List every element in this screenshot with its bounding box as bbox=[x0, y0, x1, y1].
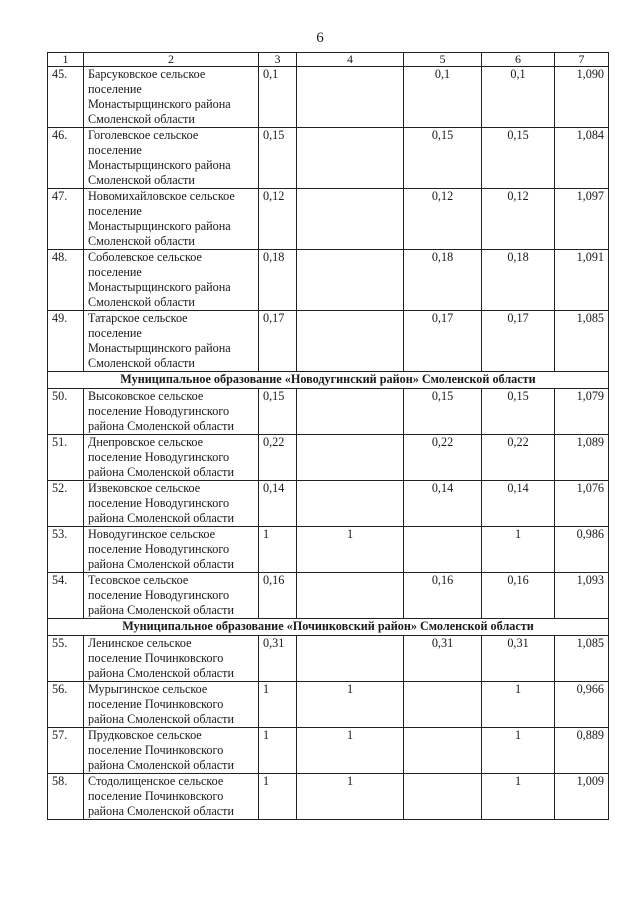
table-row bbox=[48, 389, 609, 435]
table-row bbox=[48, 311, 609, 372]
column-number: 7 bbox=[555, 53, 609, 67]
row-number: 50. bbox=[48, 389, 84, 435]
value-c6: 1 bbox=[482, 527, 555, 573]
value-c4 bbox=[297, 128, 404, 189]
table-row bbox=[48, 189, 609, 250]
settlement-name bbox=[84, 573, 259, 619]
settlement-name-line: поселение Новодугинского bbox=[88, 450, 230, 464]
table-row bbox=[48, 67, 609, 128]
section-heading-row bbox=[48, 372, 609, 389]
table-row bbox=[48, 636, 609, 682]
value-c5: 0,17 bbox=[404, 311, 482, 372]
table-row bbox=[48, 728, 609, 774]
row-number: 49. bbox=[48, 311, 84, 372]
value-c4: 1 bbox=[297, 728, 404, 774]
value-c6: 0,22 bbox=[482, 435, 555, 481]
table-row bbox=[48, 573, 609, 619]
value-c3: 0,14 bbox=[259, 481, 297, 527]
table-row bbox=[48, 481, 609, 527]
settlement-name-line: поселение bbox=[88, 82, 142, 96]
table-body bbox=[48, 53, 609, 820]
value-c3: 1 bbox=[259, 728, 297, 774]
settlement-name bbox=[84, 189, 259, 250]
settlement-name-line: Монастырщинского района bbox=[88, 341, 231, 355]
value-c5 bbox=[404, 682, 482, 728]
settlement-name-line: Монастырщинского района bbox=[88, 97, 231, 111]
settlement-name-line: Ленинское сельское bbox=[88, 636, 192, 650]
section-heading: Муниципальное образование «Новодугинский район» Смоленской области bbox=[48, 372, 609, 389]
settlement-name-line: района Смоленской области bbox=[88, 419, 234, 433]
value-c6: 0,1 bbox=[482, 67, 555, 128]
settlement-name-line: Смоленской области bbox=[88, 173, 195, 187]
value-c3: 1 bbox=[259, 682, 297, 728]
value-c5: 0,1 bbox=[404, 67, 482, 128]
value-c5: 0,31 bbox=[404, 636, 482, 682]
row-number: 47. bbox=[48, 189, 84, 250]
value-c4 bbox=[297, 573, 404, 619]
value-c3: 0,18 bbox=[259, 250, 297, 311]
value-c3: 0,16 bbox=[259, 573, 297, 619]
settlement-name-line: Прудковское сельское bbox=[88, 728, 202, 742]
value-c6: 0,15 bbox=[482, 128, 555, 189]
settlement-name-line: Соболевское сельское bbox=[88, 250, 202, 264]
settlement-name-line: Смоленской области bbox=[88, 234, 195, 248]
value-c5: 0,15 bbox=[404, 128, 482, 189]
settlement-name bbox=[84, 774, 259, 820]
value-c6: 0,31 bbox=[482, 636, 555, 682]
row-number: 52. bbox=[48, 481, 84, 527]
value-c7: 1,097 bbox=[555, 189, 609, 250]
settlement-name bbox=[84, 435, 259, 481]
settlement-name-line: Монастырщинского района bbox=[88, 158, 231, 172]
value-c3: 0,15 bbox=[259, 389, 297, 435]
settlement-name-line: поселение bbox=[88, 326, 142, 340]
value-c6: 1 bbox=[482, 682, 555, 728]
value-c7: 1,090 bbox=[555, 67, 609, 128]
settlement-name-line: Днепровское сельское bbox=[88, 435, 204, 449]
settlement-name-line: поселение Починковского bbox=[88, 651, 224, 665]
settlement-name-line: района Смоленской области bbox=[88, 557, 234, 571]
settlement-name-line: поселение Починковского bbox=[88, 789, 224, 803]
data-table bbox=[47, 52, 609, 820]
table-row bbox=[48, 435, 609, 481]
value-c7: 0,966 bbox=[555, 682, 609, 728]
column-number: 4 bbox=[297, 53, 404, 67]
row-number: 55. bbox=[48, 636, 84, 682]
value-c6: 1 bbox=[482, 774, 555, 820]
value-c6: 0,12 bbox=[482, 189, 555, 250]
value-c3: 0,12 bbox=[259, 189, 297, 250]
settlement-name-line: Барсуковское сельское bbox=[88, 67, 206, 81]
column-number: 5 bbox=[404, 53, 482, 67]
settlement-name bbox=[84, 311, 259, 372]
settlement-name bbox=[84, 389, 259, 435]
value-c4 bbox=[297, 67, 404, 128]
value-c4 bbox=[297, 311, 404, 372]
value-c4 bbox=[297, 389, 404, 435]
settlement-name-line: Стодолищенское сельское bbox=[88, 774, 224, 788]
settlement-name-line: поселение Починковского bbox=[88, 743, 224, 757]
table-row bbox=[48, 527, 609, 573]
value-c6: 0,15 bbox=[482, 389, 555, 435]
value-c4: 1 bbox=[297, 527, 404, 573]
value-c7: 1,093 bbox=[555, 573, 609, 619]
value-c5 bbox=[404, 728, 482, 774]
value-c6: 0,14 bbox=[482, 481, 555, 527]
row-number: 57. bbox=[48, 728, 84, 774]
value-c7: 1,084 bbox=[555, 128, 609, 189]
settlement-name-line: поселение Починковского bbox=[88, 697, 224, 711]
value-c4: 1 bbox=[297, 682, 404, 728]
settlement-name-line: поселение Новодугинского bbox=[88, 588, 230, 602]
settlement-name-line: Смоленской области bbox=[88, 112, 195, 126]
settlement-name-line: района Смоленской области bbox=[88, 712, 234, 726]
settlement-name-line: района Смоленской области bbox=[88, 804, 234, 818]
row-number: 51. bbox=[48, 435, 84, 481]
value-c7: 1,091 bbox=[555, 250, 609, 311]
value-c5: 0,15 bbox=[404, 389, 482, 435]
settlement-name-line: поселение Новодугинского bbox=[88, 542, 230, 556]
settlement-name-line: Новодугинское сельское bbox=[88, 527, 216, 541]
value-c7: 1,085 bbox=[555, 311, 609, 372]
settlement-name bbox=[84, 481, 259, 527]
value-c7: 1,079 bbox=[555, 389, 609, 435]
column-number: 2 bbox=[84, 53, 259, 67]
table-row bbox=[48, 774, 609, 820]
value-c5: 0,12 bbox=[404, 189, 482, 250]
value-c4 bbox=[297, 435, 404, 481]
settlement-name-line: района Смоленской области bbox=[88, 465, 234, 479]
settlement-name bbox=[84, 250, 259, 311]
value-c3: 1 bbox=[259, 774, 297, 820]
settlement-name-line: Смоленской области bbox=[88, 295, 195, 309]
value-c5: 0,18 bbox=[404, 250, 482, 311]
settlement-name-line: Татарское сельское bbox=[88, 311, 188, 325]
table-row bbox=[48, 250, 609, 311]
value-c3: 0,31 bbox=[259, 636, 297, 682]
settlement-name-line: Гоголевское сельское bbox=[88, 128, 199, 142]
value-c6: 0,16 bbox=[482, 573, 555, 619]
value-c3: 0,17 bbox=[259, 311, 297, 372]
value-c7: 0,889 bbox=[555, 728, 609, 774]
settlement-name-line: поселение Новодугинского bbox=[88, 496, 230, 510]
value-c7: 1,076 bbox=[555, 481, 609, 527]
value-c4 bbox=[297, 250, 404, 311]
row-number: 48. bbox=[48, 250, 84, 311]
value-c5 bbox=[404, 527, 482, 573]
settlement-name-line: поселение Новодугинского bbox=[88, 404, 230, 418]
section-heading: Муниципальное образование «Починковский район» Смоленской области bbox=[48, 619, 609, 636]
value-c6: 0,17 bbox=[482, 311, 555, 372]
value-c4 bbox=[297, 636, 404, 682]
settlement-name-line: поселение bbox=[88, 143, 142, 157]
table-row bbox=[48, 682, 609, 728]
settlement-name bbox=[84, 67, 259, 128]
settlement-name-line: Мурыгинское сельское bbox=[88, 682, 208, 696]
settlement-name-line: Монастырщинского района bbox=[88, 280, 231, 294]
row-number: 54. bbox=[48, 573, 84, 619]
column-number: 1 bbox=[48, 53, 84, 67]
settlement-name-line: Высоковское сельское bbox=[88, 389, 204, 403]
value-c7: 0,986 bbox=[555, 527, 609, 573]
column-number-row bbox=[48, 53, 609, 67]
value-c5: 0,22 bbox=[404, 435, 482, 481]
value-c7: 1,089 bbox=[555, 435, 609, 481]
settlement-name bbox=[84, 636, 259, 682]
settlement-name-line: Монастырщинского района bbox=[88, 219, 231, 233]
row-number: 46. bbox=[48, 128, 84, 189]
settlement-name-line: района Смоленской области bbox=[88, 603, 234, 617]
page-number: 6 bbox=[316, 30, 324, 46]
settlement-name bbox=[84, 128, 259, 189]
value-c4 bbox=[297, 189, 404, 250]
value-c5: 0,14 bbox=[404, 481, 482, 527]
value-c4: 1 bbox=[297, 774, 404, 820]
settlement-name-line: района Смоленской области bbox=[88, 758, 234, 772]
value-c6: 0,18 bbox=[482, 250, 555, 311]
column-number: 6 bbox=[482, 53, 555, 67]
settlement-name-line: Смоленской области bbox=[88, 356, 195, 370]
value-c3: 1 bbox=[259, 527, 297, 573]
settlement-name bbox=[84, 682, 259, 728]
section-heading-row bbox=[48, 619, 609, 636]
value-c3: 0,1 bbox=[259, 67, 297, 128]
row-number: 45. bbox=[48, 67, 84, 128]
settlement-name-line: Новомихайловское сельское bbox=[88, 189, 235, 203]
row-number: 58. bbox=[48, 774, 84, 820]
value-c3: 0,15 bbox=[259, 128, 297, 189]
value-c4 bbox=[297, 481, 404, 527]
settlement-name-line: района Смоленской области bbox=[88, 666, 234, 680]
settlement-name bbox=[84, 728, 259, 774]
settlement-name-line: поселение bbox=[88, 265, 142, 279]
settlement-name-line: района Смоленской области bbox=[88, 511, 234, 525]
value-c7: 1,085 bbox=[555, 636, 609, 682]
table-row bbox=[48, 128, 609, 189]
settlement-name-line: Извековское сельское bbox=[88, 481, 201, 495]
settlement-name-line: Тесовское сельское bbox=[88, 573, 189, 587]
value-c5 bbox=[404, 774, 482, 820]
row-number: 56. bbox=[48, 682, 84, 728]
settlement-name-line: поселение bbox=[88, 204, 142, 218]
value-c3: 0,22 bbox=[259, 435, 297, 481]
value-c6: 1 bbox=[482, 728, 555, 774]
value-c7: 1,009 bbox=[555, 774, 609, 820]
settlement-name bbox=[84, 527, 259, 573]
row-number: 53. bbox=[48, 527, 84, 573]
value-c5: 0,16 bbox=[404, 573, 482, 619]
column-number: 3 bbox=[259, 53, 297, 67]
